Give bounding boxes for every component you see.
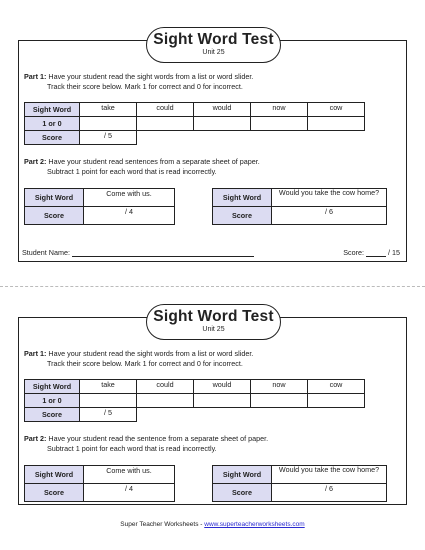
- word-cell: take: [80, 103, 137, 117]
- sight-word-header: Sight Word: [213, 189, 272, 207]
- words-score-cell[interactable]: / 5: [80, 408, 137, 422]
- sentence-cell: Come with us.: [84, 189, 175, 207]
- word-cell: cow: [308, 380, 365, 394]
- part1-label: Part 1:: [24, 349, 47, 358]
- mark-cell[interactable]: [137, 394, 194, 408]
- word-cell: now: [251, 103, 308, 117]
- word-cell: cow: [308, 103, 365, 117]
- test-card-1: [18, 31, 407, 262]
- title-badge: [146, 27, 281, 63]
- part1-line2: Track their score below. Mark 1 for correct and 0 for incorrect.: [47, 81, 243, 91]
- score-header: Score: [25, 207, 84, 225]
- score-header: Score: [213, 207, 272, 225]
- part1-instructions: [24, 72, 394, 91]
- part1-label: Part 1:: [24, 72, 47, 81]
- sight-word-table: [24, 102, 365, 145]
- mark-cell[interactable]: [308, 394, 365, 408]
- word-cell: would: [194, 380, 251, 394]
- one-or-zero-header: 1 or 0: [25, 117, 80, 131]
- score-total: / 15: [388, 248, 400, 257]
- mark-cell[interactable]: [251, 394, 308, 408]
- score-header: Score: [25, 131, 80, 145]
- sentence1-table: [24, 188, 175, 225]
- student-name-row: [22, 248, 254, 257]
- sentence-cell: Come with us.: [84, 466, 175, 484]
- sentence-score-cell[interactable]: / 6: [272, 207, 387, 225]
- sight-word-header: Sight Word: [25, 466, 84, 484]
- sight-word-header: Sight Word: [25, 380, 80, 394]
- mark-cell[interactable]: [80, 394, 137, 408]
- sentence1-table: [24, 465, 175, 502]
- part2-line1: Have your student read the sentence from a separate sheet of paper.: [48, 434, 269, 443]
- website-link[interactable]: www.superteacherworksheets.com: [204, 521, 305, 528]
- part2-line2: Subtract 1 point for each word that is read incorrectly.: [47, 443, 217, 453]
- sentence-cell: Would you take the cow home?: [272, 466, 387, 484]
- mark-cell[interactable]: [194, 117, 251, 131]
- sentence-score-cell[interactable]: / 4: [84, 207, 175, 225]
- part2-instructions: [24, 157, 394, 176]
- mark-cell[interactable]: [194, 394, 251, 408]
- sight-word-header: Sight Word: [25, 189, 84, 207]
- score-line[interactable]: [366, 256, 386, 257]
- one-or-zero-header: 1 or 0: [25, 394, 80, 408]
- unit-label: Unit 25: [202, 326, 225, 333]
- sentence-score-cell[interactable]: / 6: [272, 484, 387, 502]
- part1-line2: Track their score below. Mark 1 for correct and 0 for incorrect.: [47, 358, 243, 368]
- part1-line1: Have your student read the sight words from a list or word slider.: [48, 72, 254, 81]
- cut-line: [0, 286, 425, 287]
- title-badge: [146, 304, 281, 340]
- part1-instructions: [24, 349, 394, 368]
- sentence2-table: [212, 465, 387, 502]
- test-title: Sight Word Test: [153, 31, 274, 48]
- mark-cell[interactable]: [137, 117, 194, 131]
- unit-label: Unit 25: [202, 49, 225, 56]
- test-card-2: [18, 308, 407, 505]
- mark-cell[interactable]: [251, 117, 308, 131]
- word-cell: take: [80, 380, 137, 394]
- score-header: Score: [25, 484, 84, 502]
- part2-instructions: [24, 434, 394, 453]
- part2-line2: Subtract 1 point for each word that is read incorrectly.: [47, 166, 217, 176]
- publisher-name: Super Teacher Worksheets -: [120, 521, 203, 528]
- score-header: Score: [25, 408, 80, 422]
- score-header: Score: [213, 484, 272, 502]
- sentence2-table: [212, 188, 387, 225]
- mark-cell[interactable]: [308, 117, 365, 131]
- part2-line1: Have your student read sentences from a separate sheet of paper.: [48, 157, 260, 166]
- word-cell: would: [194, 103, 251, 117]
- part1-line1: Have your student read the sight words from a list or word slider.: [48, 349, 254, 358]
- student-name-line[interactable]: [72, 256, 254, 257]
- sentence-score-cell[interactable]: / 4: [84, 484, 175, 502]
- student-name-label: Student Name:: [22, 248, 70, 257]
- word-cell: now: [251, 380, 308, 394]
- page-footer: [0, 521, 425, 528]
- test-title: Sight Word Test: [153, 308, 274, 325]
- sight-word-table: [24, 379, 365, 422]
- sight-word-header: Sight Word: [25, 103, 80, 117]
- words-score-cell[interactable]: / 5: [80, 131, 137, 145]
- word-cell: could: [137, 380, 194, 394]
- part2-label: Part 2:: [24, 157, 47, 166]
- sight-word-header: Sight Word: [213, 466, 272, 484]
- sentence-cell: Would you take the cow home?: [272, 189, 387, 207]
- mark-cell[interactable]: [80, 117, 137, 131]
- part2-label: Part 2:: [24, 434, 47, 443]
- score-label: Score:: [343, 248, 364, 257]
- total-score-row: [343, 248, 400, 257]
- word-cell: could: [137, 103, 194, 117]
